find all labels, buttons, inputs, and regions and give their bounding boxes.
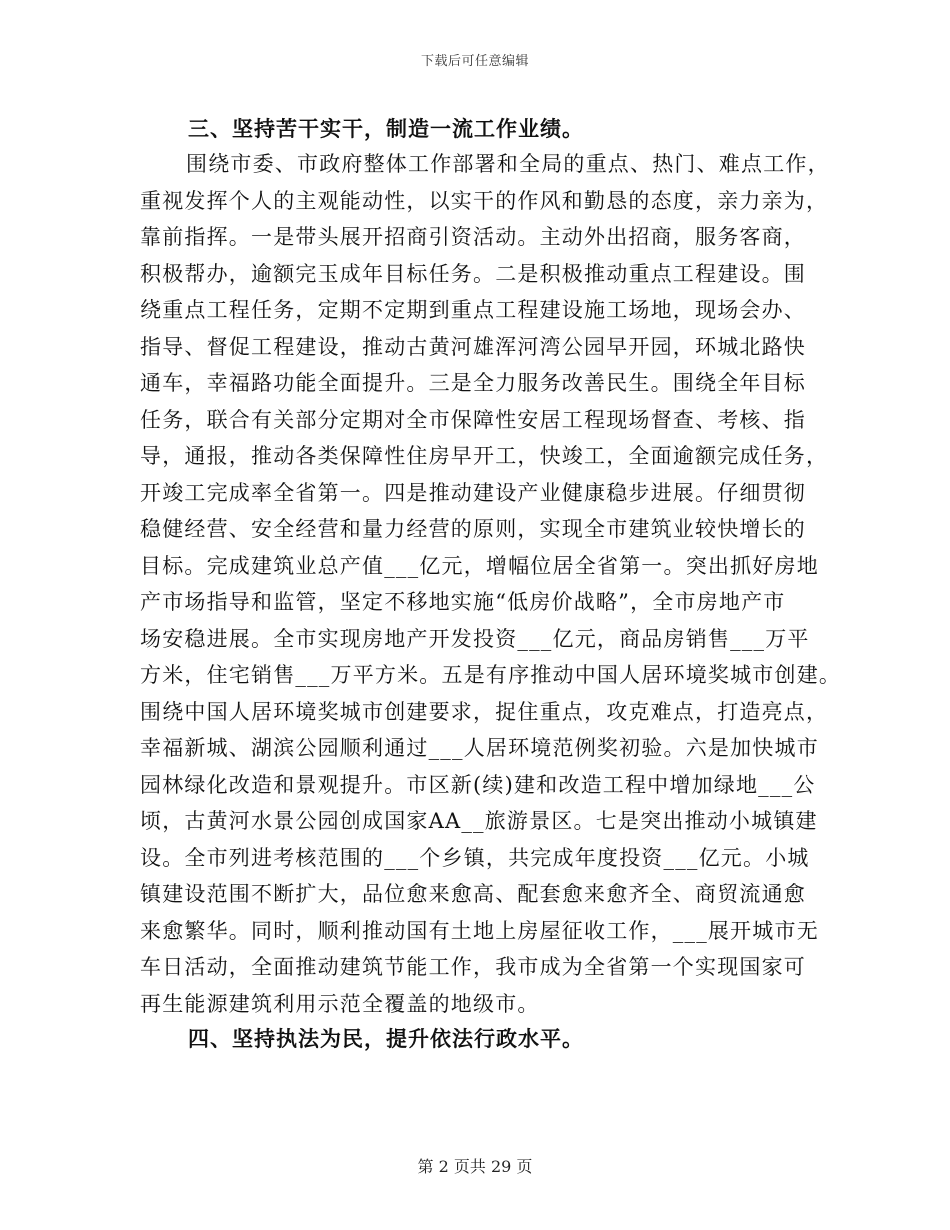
body-line: 来愈繁华。同时，顺利推动国有土地上房屋征收工作，___展开城市无 [140,918,819,943]
body-line: 重视发挥个人的主观能动性，以实干的作风和勤恳的态度，亲力亲为， [140,188,829,213]
body-line: 导，通报，推动各类保障性住房早开工，快竣工，全面逾额完成任务， [140,444,829,468]
body-line: 产市场指导和监管，坚定不移地实施“低房价战略”，全市房地产市 [140,590,786,614]
body-line: 开竣工完成率全省第一。四是推动建设产业健康稳步进展。仔细贯彻 [140,480,806,505]
section-heading-4: 四、坚持执法为民，提升依法行政水平。 [188,1026,584,1051]
body-line: 任务，联合有关部分定期对全市保障性安居工程现场督查、考核、指 [140,407,806,432]
body-line: 方米，住宅销售___万平方米。五是有序推动中国人居环境奖城市创建。 [140,663,842,687]
section-3-body [140,146,842,1022]
body-line: 通车，幸福路功能全面提升。三是全力服务改善民生。围绕全年目标 [140,371,806,395]
body-line: 围绕市委、市政府整体工作部署和全局的重点、热门、难点工作， [186,152,830,176]
page-number-footer: 第 2 页共 29 页 [417,1157,533,1176]
body-line: 设。全市列进考核范围的___个乡镇，共完成年度投资___亿元。小城 [140,845,810,870]
section-heading-3: 三、坚持苦干实干，制造一流工作业绩。 [188,116,584,141]
body-line: 围绕中国人居环境奖城市创建要求，捉住重点，攻克难点，打造亮点， [140,699,829,724]
body-line: 目标。完成建筑业总产值___亿元，增幅位居全省第一。突出抓好房地 [140,553,819,578]
header-note: 下载后可任意编辑 [420,54,529,69]
body-line: 稳健经营、安全经营和量力经营的原则，实现全市建筑业较快增长的 [140,517,806,541]
body-line: 车日活动，全面推动建筑节能工作，我市成为全省第一个实现国家可 [140,955,806,979]
body-line: 积极帮办，逾额完玉成年目标任务。二是积极推动重点工程建设。围 [140,261,806,286]
body-line: 园林绿化改造和景观提升。市区新(续)建和改造工程中增加绿地___公 [140,772,816,797]
body-line: 顷，古黄河水景公园创成国家AA__旅游景区。七是突出推动小城镇建 [140,809,818,833]
body-line: 指导、督促工程建设，推动古黄河雄浑河湾公园早开园，环城北路快 [140,334,806,359]
body-line: 幸福新城、湖滨公园顺利通过___人居环境范例奖初验。六是加快城市 [140,736,819,760]
body-line: 镇建设范围不断扩大，品位愈来愈高、配套愈来愈齐全、商贸流通愈 [140,882,806,906]
body-line: 再生能源建筑利用示范全覆盖的地级市。 [140,991,540,1016]
body-line: 靠前指挥。一是带头展开招商引资活动。主动外出招商，服务客商， [140,225,806,249]
body-line: 绕重点工程任务，定期不定期到重点工程建设施工场地，现场会办、 [140,298,806,322]
body-line: 场安稳进展。全市实现房地产开发投资___亿元，商品房销售___万平 [140,626,810,651]
